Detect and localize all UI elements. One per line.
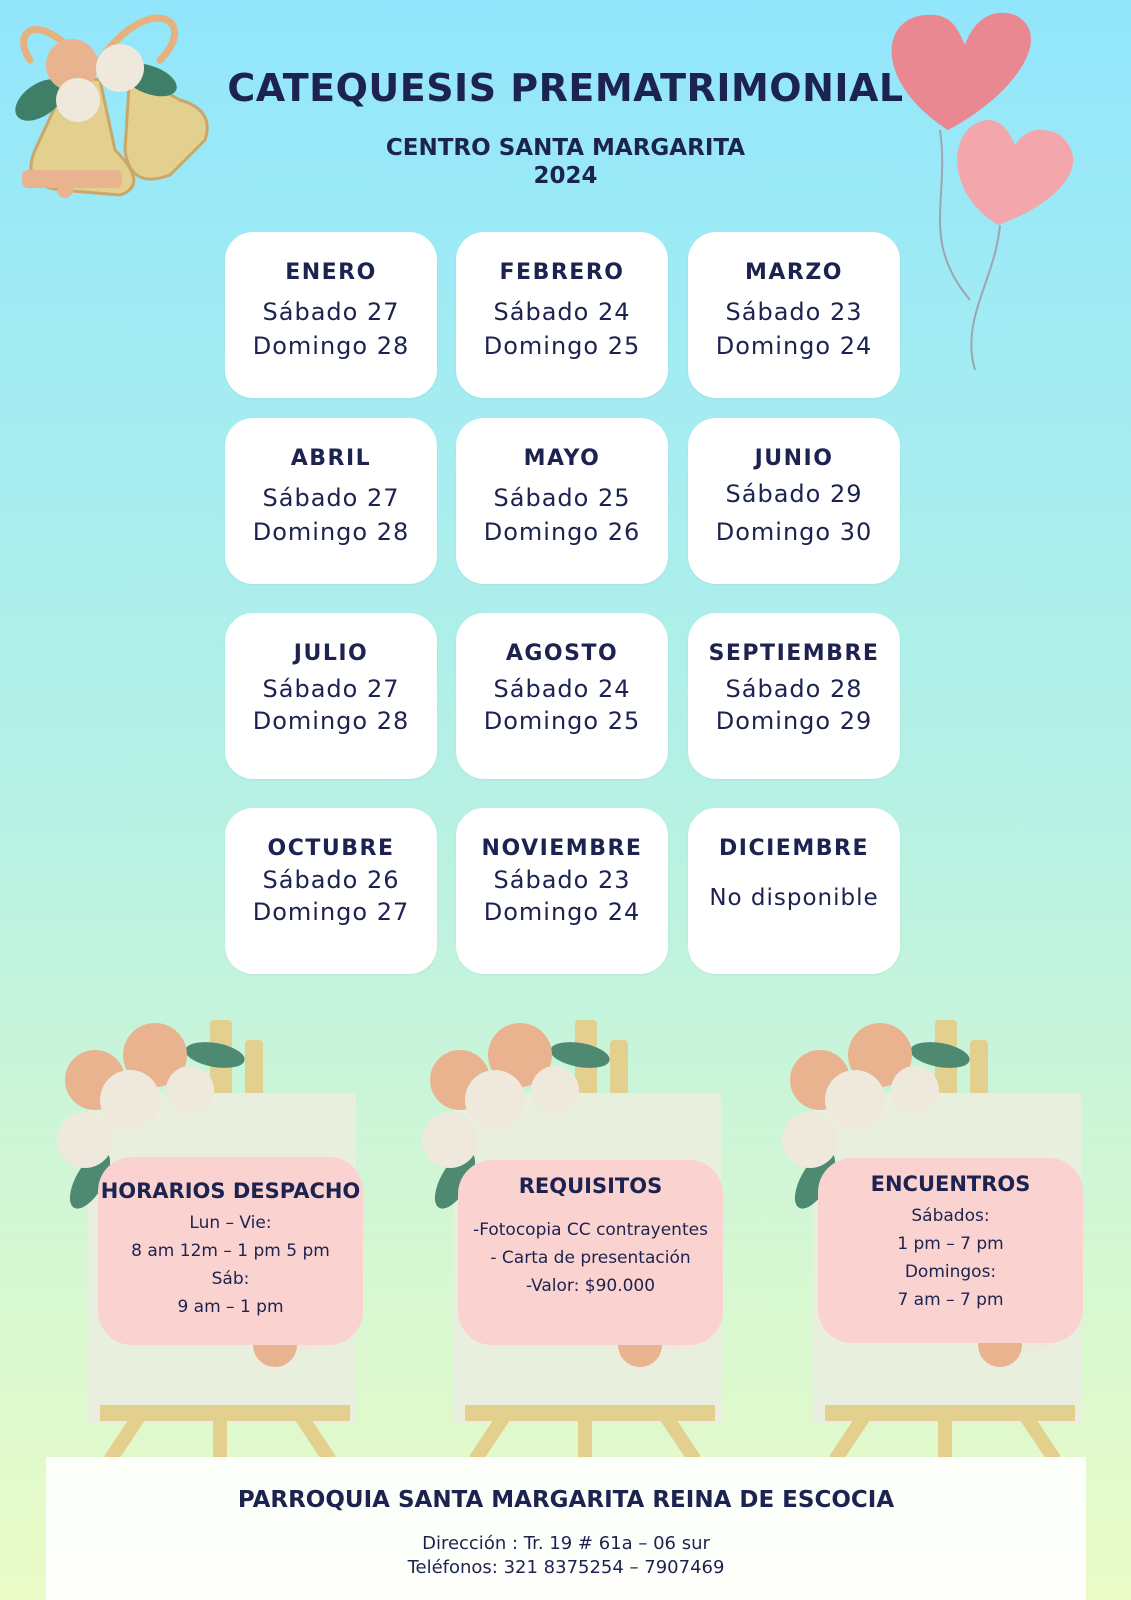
- sunday-date: Domingo 29: [715, 707, 873, 735]
- saturday-date: Sábado 25: [493, 484, 631, 512]
- sunday-date: Domingo 24: [483, 898, 641, 926]
- month-card-junio: [688, 418, 900, 584]
- office-hours-line: Lun – Vie:: [189, 1213, 272, 1233]
- office-hours-line: Sáb:: [211, 1269, 250, 1289]
- sunday-date: Domingo 28: [252, 707, 410, 735]
- month-card-abril: [225, 418, 437, 584]
- meetings-line: Sábados:: [911, 1206, 990, 1226]
- footer: [46, 1457, 1086, 1600]
- month-card-octubre: [225, 808, 437, 974]
- month-card-enero: [225, 232, 437, 398]
- sunday-date: Domingo 27: [252, 898, 410, 926]
- center-name: CENTRO SANTA MARGARITA: [385, 135, 746, 161]
- month-card-diciembre: [688, 808, 900, 974]
- month-name: AGOSTO: [505, 641, 619, 666]
- saturday-date: Sábado 24: [493, 298, 631, 326]
- requirements-box: [458, 1160, 723, 1345]
- page-title: CATEQUESIS PREMATRIMONIAL: [227, 66, 904, 110]
- unavailable-label: No disponible: [709, 885, 879, 911]
- office-hours-line: 9 am – 1 pm: [177, 1297, 284, 1317]
- meetings-line: 1 pm – 7 pm: [897, 1234, 1004, 1254]
- requirement-item: -Valor: $90.000: [525, 1276, 656, 1296]
- meetings-line: 7 am – 7 pm: [897, 1290, 1004, 1310]
- month-card-noviembre: [456, 808, 668, 974]
- meetings-line: Domingos:: [904, 1262, 997, 1282]
- month-card-marzo: [688, 232, 900, 398]
- saturday-date: Sábado 27: [262, 298, 400, 326]
- sunday-date: Domingo 28: [252, 332, 410, 360]
- address: Dirección : Tr. 19 # 61a – 06 sur: [422, 1533, 710, 1554]
- requirements-title: REQUISITOS: [518, 1174, 663, 1198]
- month-name: MARZO: [744, 260, 843, 285]
- sunday-date: Domingo 26: [483, 518, 641, 546]
- month-card-mayo: [456, 418, 668, 584]
- sunday-date: Domingo 30: [715, 518, 873, 546]
- saturday-date: Sábado 28: [725, 675, 863, 703]
- month-name: JUNIO: [754, 446, 834, 471]
- requirement-item: -Fotocopia CC contrayentes: [473, 1220, 708, 1240]
- saturday-date: Sábado 26: [262, 866, 400, 894]
- parish-name: PARROQUIA SANTA MARGARITA REINA DE ESCOCIA: [237, 1487, 895, 1513]
- page-subtitle: [0, 134, 1131, 190]
- saturday-date: Sábado 24: [493, 675, 631, 703]
- office-hours-line: 8 am 12m – 1 pm 5 pm: [131, 1241, 330, 1261]
- sunday-date: Domingo 24: [715, 332, 873, 360]
- month-name: FEBRERO: [499, 260, 625, 285]
- office-hours-title: HORARIOS DESPACHO: [100, 1179, 361, 1203]
- month-name: ABRIL: [290, 446, 372, 471]
- phones: Teléfonos: 321 8375254 – 7907469: [407, 1557, 725, 1578]
- month-name: MAYO: [523, 446, 601, 471]
- month-card-julio: [225, 613, 437, 779]
- requirement-item: - Carta de presentación: [490, 1248, 691, 1268]
- heart-balloons-icon: [880, 0, 1110, 380]
- sunday-date: Domingo 25: [483, 707, 641, 735]
- sunday-date: Domingo 28: [252, 518, 410, 546]
- meetings-title: ENCUENTROS: [870, 1172, 1031, 1196]
- sunday-date: Domingo 25: [483, 332, 641, 360]
- month-name: OCTUBRE: [267, 836, 395, 861]
- saturday-date: Sábado 27: [262, 675, 400, 703]
- year: 2024: [533, 163, 598, 189]
- saturday-date: Sábado 29: [725, 480, 863, 508]
- month-name: NOVIEMBRE: [481, 836, 643, 861]
- month-card-febrero: [456, 232, 668, 398]
- office-hours-box: [98, 1157, 363, 1345]
- saturday-date: Sábado 23: [725, 298, 863, 326]
- month-name: ENERO: [285, 260, 377, 285]
- month-card-agosto: [456, 613, 668, 779]
- saturday-date: Sábado 23: [493, 866, 631, 894]
- meetings-box: [818, 1158, 1083, 1343]
- month-name: DICIEMBRE: [719, 836, 869, 861]
- month-name: JULIO: [293, 641, 369, 666]
- month-card-septiembre: [688, 613, 900, 779]
- saturday-date: Sábado 27: [262, 484, 400, 512]
- month-name: SEPTIEMBRE: [708, 641, 880, 666]
